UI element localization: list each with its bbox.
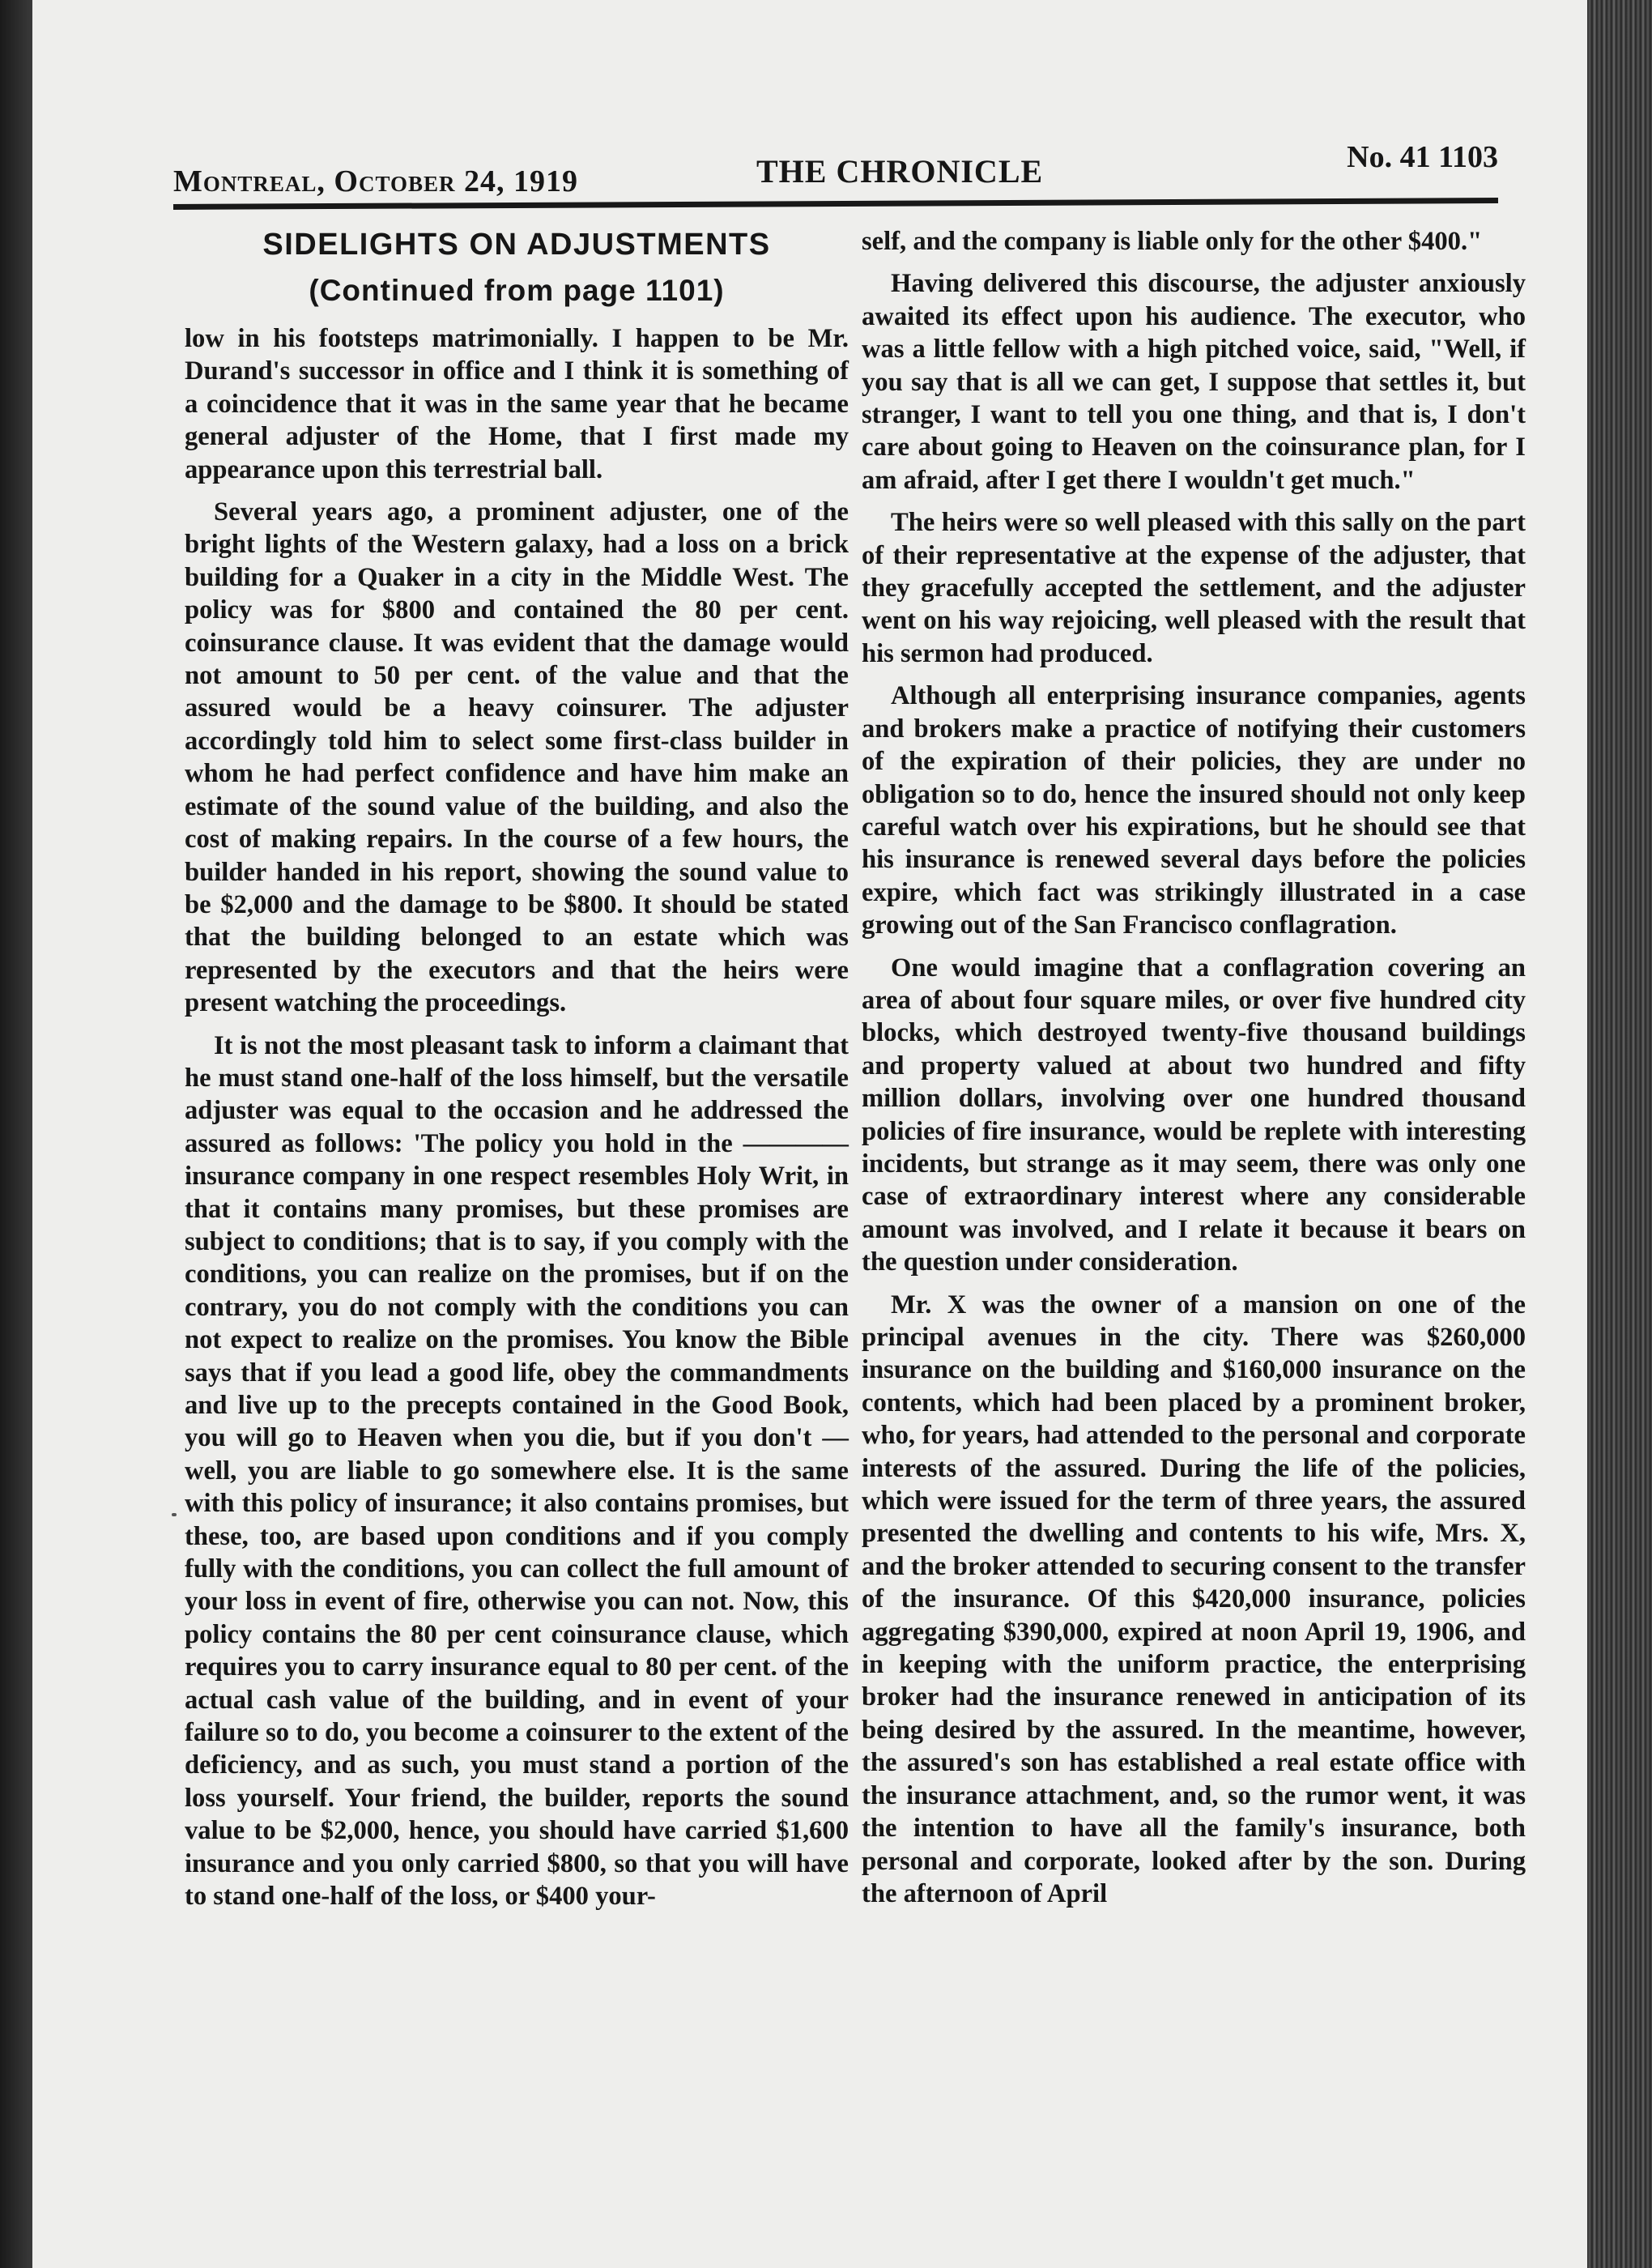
paragraph: Although all enterprising insurance companies, agents and brokers make a practice of notifying their customers of the expiration of their policies, they are under no obligation so to do, hence the insured should not only keep careful watch over his expirations, but he should see that his insurance is renewed several days before the policies expire, which fact was strikingly illustrated in a case growing out of the San Francisco conflagration. bbox=[862, 681, 1526, 940]
left-column bbox=[185, 225, 849, 1923]
paragraph: It is not the most pleasant task to inform a claimant that he must stand one-half of the loss himself, but the versatile adjuster was equal to the occasion and he addressed the assured as follows: 'The policy you hold in the ———— insurance company in one respect resembles Holy Writ, in that it contains many promises, but these promises are subject to conditions; that is to say, if you comply with the conditions, you can realize on the promises, but if on the contrary, you do not comply with the conditions you can not expect to realize on the promises. You know the Bible says that if you lead a good life, obey the commandments and live up to the precepts contained in the Good Book, you will go to Heaven when you die, but if you don't —well, you are liable to go somewhere else. It is the same with this policy of insurance; it also contains promises, but these, too, are based upon conditions and if you comply fully with the conditions, you can collect the full amount of your loss in event of fire, otherwise you can not. Now, this policy contains the 80 per cent coinsurance clause, which requires you to carry insurance equal to 80 per cent. of the actual cash value of the building, and in event of your failure so to do, you become a coinsurer to the extent of the deficiency, and as such, you must stand a portion of the loss yourself. Your friend, the builder, reports the sound value to be $2,000, hence, you should have carried $1,600 insurance and you only carried $800, so that you will have to stand one-half of the loss, or $400 your- bbox=[185, 1030, 849, 1912]
book-gutter-left bbox=[0, 0, 32, 2268]
paragraph: Several years ago, a prominent adjuster, one of the bright lights of the Western galaxy, had a loss on a brick building for a Quaker in a city in the Middle West. The policy was for $800 and contained the 80 per cent. coinsurance clause. It was evident that the damage would not amount to 50 per cent. of the value and that the assured would be a heavy coinsurer. The adjuster accordingly told him to select some first-class builder in whom he had perfect confidence and have him make an estimate of the sound value of the building, and also the cost of making repairs. In the course of a few hours, the builder handed in his report, showing the sound value to be $2,000 and the damage to be $800. It should be stated that the building belonged to an estate which was represented by the executors and that the heirs were present watching the proceedings. bbox=[185, 497, 849, 1018]
paragraph: self, and the company is liable only for the other $400." bbox=[862, 227, 1483, 256]
publication-title: THE CHRONICLE bbox=[756, 153, 1044, 190]
margin-speck bbox=[172, 1513, 177, 1516]
page-stack-edge-right bbox=[1587, 0, 1652, 2268]
paragraph: Mr. X was the owner of a mansion on one of the principal avenues in the city. There was $260,000 insurance on the building and $160,000 insurance on the contents, which had been placed by a prominent broker, who, for years, had attended to the personal and corporate interests of the assured. During the life of the policies, which were issued for the term of three years, the assured presented the dwelling and contents to his wife, Mrs. X, and the broker attended to securing consent to the transfer of the insurance. Of this $420,000 insurance, policies aggregating $390,000, expired at noon April 19, 1906, and in keeping with the uniform practice, the enterprising broker had the insurance renewed in anticipation of its being desired by the assured. In the meantime, however, the assured's son has established a real estate office with the insurance attachment, and, so the rumor went, it was the intention to have all the family's insurance, both personal and corporate, looked after by the son. During the afternoon of April bbox=[862, 1290, 1526, 1908]
issue-page-number: No. 41 1103 bbox=[1347, 140, 1498, 174]
right-column bbox=[862, 225, 1526, 1920]
running-head bbox=[141, 138, 1498, 198]
continued-note: (Continued from page 1101) bbox=[309, 274, 725, 307]
article-title: SIDELIGHTS ON ADJUSTMENTS bbox=[262, 228, 771, 262]
paragraph: Having delivered this discourse, the adjuster anxiously awaited its effect upon his audience. The executor, who was a little fellow with a high pitched voice, said, "Well, if you say that is all we can get, I suppose that settles it, but stranger, I want to tell you one thing, and that is, I don't care about going to Heaven on the coinsurance plan, for I am afraid, after I get there I wouldn't get much." bbox=[862, 269, 1526, 495]
paragraph: The heirs were so well pleased with this sally on the part of their representative at the expense of the adjuster, that they gracefully accepted the settlement, and the adjuster went on his way rejoicing, well pleased with the result that his sermon had produced. bbox=[862, 508, 1526, 668]
paragraph: low in his footsteps matrimonially. I happen to be Mr. Durand's successor in office and I think it is something of a coincidence that it was in the same year that he became general adjuster of the Home, that I first made my appearance upon this terrestrial ball. bbox=[185, 324, 849, 484]
dateline: Montreal, October 24, 1919 bbox=[173, 164, 578, 198]
paragraph: One would imagine that a conflagration covering an area of about four square miles, or over five hundred city blocks, which destroyed twenty-five thousand buildings and property valued at about two hundred and fifty million dollars, involving over one hundred thousand policies of fire insurance, would be replete with interesting incidents, but strange as it may seem, there was only one case of extraordinary interest where any considerable amount was involved, and I relate it because it bears on the question under consideration. bbox=[862, 953, 1526, 1277]
